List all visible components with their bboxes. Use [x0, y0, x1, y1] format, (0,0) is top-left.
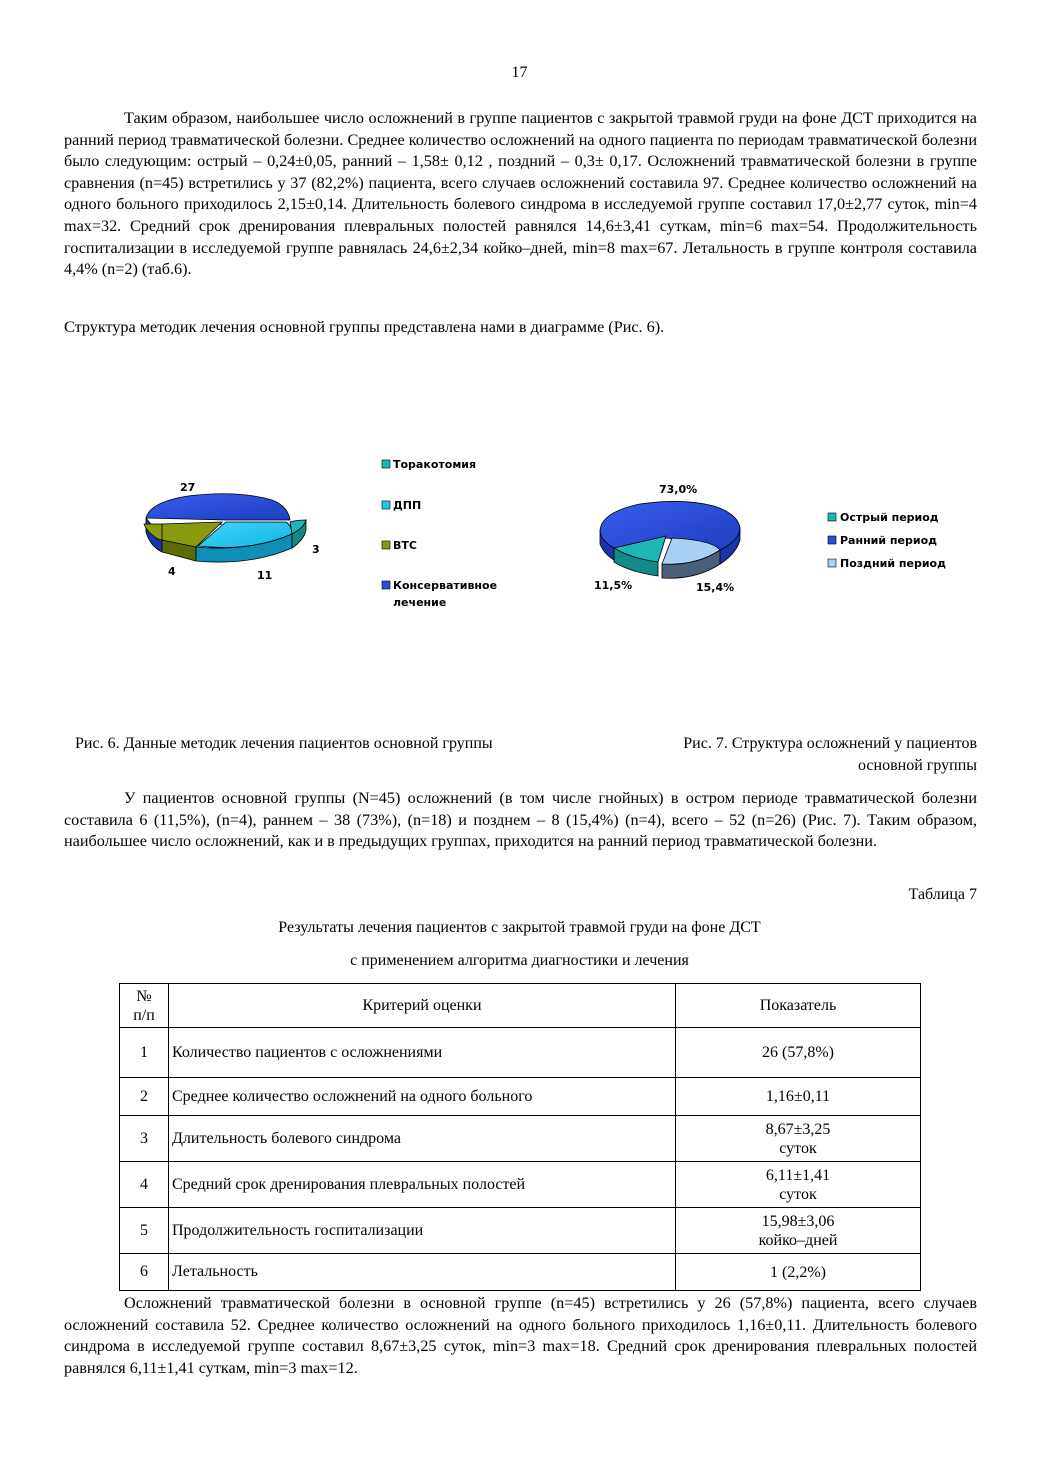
table-title-line1: Результаты лечения пациентов с закрытой травмой груди на фоне ДСТ	[278, 919, 761, 936]
row-value-line2: суток	[779, 1139, 817, 1157]
row-value	[676, 1162, 921, 1208]
row-criterion: Средний срок дренирования плевральных полостей	[169, 1162, 676, 1208]
row-num: 5	[120, 1208, 169, 1254]
table-row	[120, 1162, 921, 1208]
table-header-row	[120, 984, 921, 1028]
table-row	[120, 1028, 921, 1078]
legend2-label-acute: Острый период	[840, 511, 939, 524]
header-criterion: Критерий оценки	[169, 984, 676, 1028]
chart1-pie	[144, 481, 320, 582]
table-row	[120, 1078, 921, 1116]
paragraph-chart-intro: Структура методик лечения основной группы представлена нами в диаграмме (Рис. 6).	[64, 318, 665, 336]
header-num-line2: п/п	[133, 1006, 155, 1024]
figure-6-caption: Рис. 6. Данные методик лечения пациентов основной группы	[75, 735, 493, 752]
row-criterion: Продолжительность госпитализации	[169, 1208, 676, 1254]
chart2-pie	[594, 483, 740, 594]
row-num: 1	[120, 1028, 169, 1078]
legend1-label-vts: ВТС	[393, 539, 417, 552]
row-value-line2: суток	[779, 1185, 817, 1203]
page-number: 17	[511, 64, 528, 81]
chart1-label-11: 11	[257, 569, 273, 582]
chart2-legend	[828, 511, 946, 570]
figure-7-caption-line1: Рис. 7. Структура осложнений у пациентов	[683, 735, 977, 752]
figure-7-caption	[577, 733, 977, 776]
header-value: Показатель	[676, 984, 921, 1028]
row-value-line1: 15,98±3,06	[761, 1212, 835, 1230]
row-criterion: Летальность	[169, 1254, 676, 1291]
row-criterion: Среднее количество осложнений на одного больного	[169, 1078, 676, 1116]
figure-7-caption-line2: основной группы	[858, 756, 977, 774]
pie-charts	[0, 440, 1039, 640]
legend2-swatch-acute	[828, 513, 836, 521]
legend2-label-late: Поздний период	[840, 557, 946, 570]
table-row	[120, 1208, 921, 1254]
legend2-swatch-late	[828, 559, 836, 567]
legend2-swatch-early	[828, 536, 836, 544]
legend1-label-conservative-2: лечение	[393, 596, 447, 609]
legend1-swatch-vts	[382, 541, 390, 549]
row-value	[676, 1208, 921, 1254]
legend1-swatch-conservative	[382, 581, 390, 589]
row-criterion: Длительность болевого синдрома	[169, 1116, 676, 1162]
row-value: 26 (57,8%)	[676, 1028, 921, 1078]
table-row	[120, 1254, 921, 1291]
chart1-legend	[382, 458, 497, 609]
table-title-line2: с применением алгоритма диагностики и лечения	[350, 952, 689, 969]
legend2-label-early: Ранний период	[840, 534, 938, 547]
chart2-label-11-5: 11,5%	[594, 579, 633, 592]
chart2-label-73: 73,0%	[659, 483, 698, 496]
row-value: 1 (2,2%)	[676, 1254, 921, 1291]
row-value-line2: койко–дней	[758, 1231, 838, 1249]
chart1-label-27: 27	[180, 481, 196, 494]
row-criterion: Количество пациентов с осложнениями	[169, 1028, 676, 1078]
header-num-line1: №	[136, 987, 152, 1005]
row-value	[676, 1116, 921, 1162]
row-value-line1: 6,11±1,41	[765, 1166, 831, 1184]
table-row	[120, 1116, 921, 1162]
paragraph-complications-summary: Таким образом, наибольшее число осложнений в группе пациентов с закрытой травмой груди на фоне ДСТ приходится на ранний период травматической болезни. Среднее количество осложнений на одного пациента по периодам травматической болезни было следующим: острый – 0,24±0,05, ранний – 1,58± 0,12 , поздний – 0,3± 0,17. Осложнений травматической болезни в группе сравнения (n=45) встретились у 37 (82,2%) пациента, всего случаев осложнений составила 97. Среднее количество осложнений на одного больного приходилось 2,15±0,14. Длительность болевого синдрома в исследуемой группе составил 17,0±2,77 суток, min=4 max=32. Средний срок дренирования плевральных полостей равнялся 14,6±3,41 суткам, min=6 max=54. Продолжительность госпитализации в исследуемой группе равнялась 24,6±2,34 койко–дней, min=8 max=67. Летальность в группе контроля составила 4,4% (n=2) (таб.6).	[64, 109, 977, 279]
chart2-label-15-4: 15,4%	[696, 581, 735, 594]
row-num: 4	[120, 1162, 169, 1208]
chart1-slice-conservative	[146, 494, 290, 520]
row-value-line1: 8,67±3,25	[765, 1120, 831, 1138]
row-num: 2	[120, 1078, 169, 1116]
legend1-swatch-dpp	[382, 501, 390, 509]
paragraph-main-group-complications: У пациентов основной группы (N=45) осложнений (в том числе гнойных) в остром периоде травматической болезни составила 6 (11,5%), (n=4), раннем – 38 (73%), (n=18) и позднем – 8 (15,4%) (n=4), всего – 52 (n=26) (Рис. 7). Таким образом, наибольшее число осложнений, как и в предыдущих группах, приходится на ранний период травматической болезни.	[64, 789, 977, 851]
legend1-label-dpp: ДПП	[393, 499, 422, 512]
legend1-swatch-thoracotomy	[382, 460, 390, 468]
paragraph-main-group-results: Осложнений травматической болезни в основной группе (n=45) встретились у 26 (57,8%) пациента, всего случаев осложнений составила 52. Среднее количество осложнений на одного больного приходилось 1,16±0,11. Длительность болевого синдрома в исследуемой группе составил 8,67±3,25 суток, min=3 max=18. Средний срок дренирования плевральных полостей равнялся 6,11±1,41 суткам, min=3 max=12.	[64, 1294, 977, 1377]
table-label: Таблица 7	[908, 886, 977, 903]
results-table	[119, 983, 921, 1291]
chart1-label-3: 3	[312, 543, 320, 556]
legend1-label-thoracotomy: Торакотомия	[393, 458, 477, 471]
header-num	[120, 984, 169, 1028]
row-num: 6	[120, 1254, 169, 1291]
row-value: 1,16±0,11	[676, 1078, 921, 1116]
legend1-label-conservative-1: Консервативное	[393, 579, 498, 592]
chart1-label-4: 4	[168, 565, 176, 578]
row-num: 3	[120, 1116, 169, 1162]
